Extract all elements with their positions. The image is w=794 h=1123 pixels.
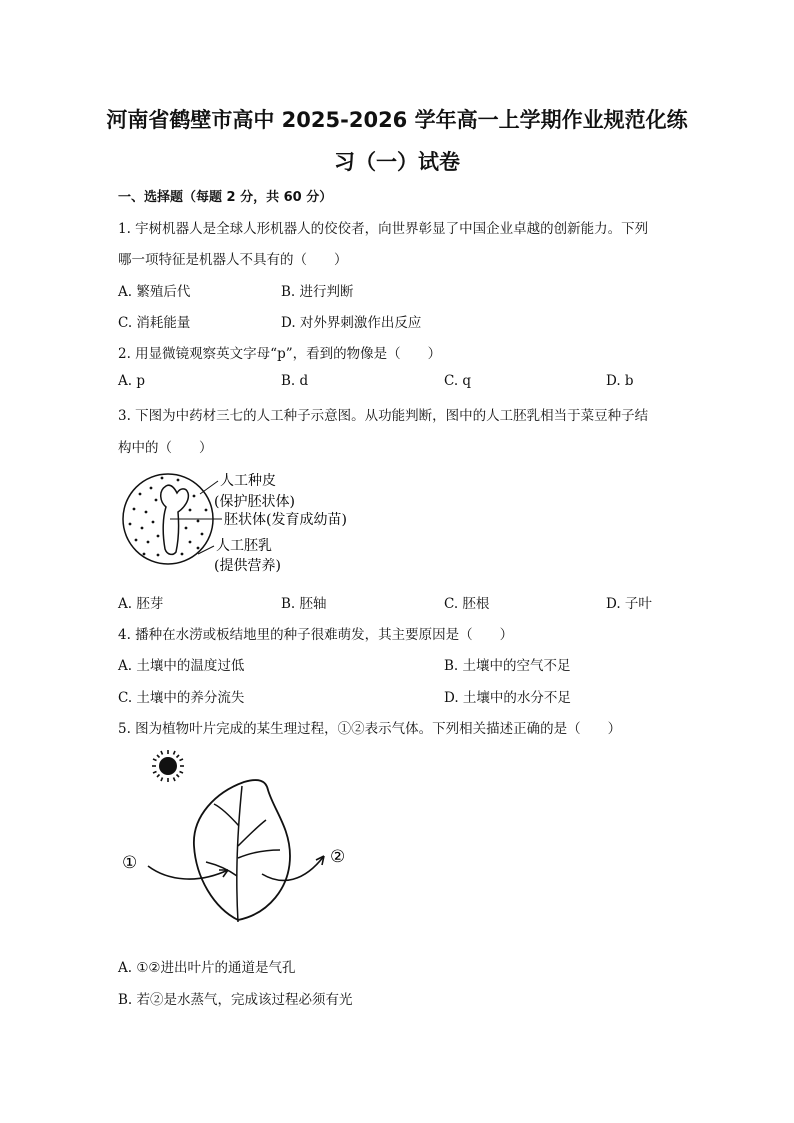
- label-gas-2: ②: [330, 847, 346, 867]
- section-heading: 一、选择题（每题 2 分，共 60 分）: [118, 190, 333, 205]
- question-4-option-d: D. 土壤中的水分不足: [444, 690, 571, 706]
- artificial-seed-diagram: [118, 466, 378, 580]
- question-3-option-a: A. 胚芽: [118, 596, 164, 612]
- sun-icon: [152, 750, 184, 782]
- question-1-option-b: B. 进行判断: [281, 284, 354, 300]
- label-protect-embryoid: (保护胚状体): [214, 494, 295, 510]
- question-5-stem: 5. 图为植物叶片完成的某生理过程，①②表示气体。下列相关描述正确的是（ ）: [118, 721, 622, 737]
- artificial-endosperm-dots: [129, 477, 208, 557]
- label-embryoid: 胚状体(发育成幼苗): [224, 512, 347, 528]
- document-title-line1: 河南省鹤壁市高中 2025-2026 学年高一上学期作业规范化练: [106, 108, 688, 132]
- question-1-stem-line1: 1. 宇树机器人是全球人形机器人的佼佼者，向世界彰显了中国企业卓越的创新能力。下列: [118, 221, 649, 237]
- label-provide-nutrition: (提供营养): [214, 558, 281, 574]
- question-5-option-b: B. 若②是水蒸气，完成该过程必须有光: [118, 992, 353, 1008]
- seed-coat-leader-line: [200, 481, 218, 494]
- label-artificial-seed-coat: 人工种皮: [220, 473, 276, 489]
- question-2-option-c: C. q: [444, 373, 472, 389]
- question-2-option-a: A. p: [118, 373, 145, 389]
- question-3-option-c: C. 胚根: [444, 596, 490, 612]
- question-2-option-d: D. b: [606, 373, 634, 389]
- label-artificial-endosperm: 人工胚乳: [216, 538, 272, 554]
- question-3-option-d: D. 子叶: [606, 596, 652, 612]
- question-1-stem-line2: 哪一项特征是机器人不具有的（ ）: [118, 252, 348, 268]
- question-5-option-a: A. ①②进出叶片的通道是气孔: [118, 960, 296, 976]
- question-4-option-c: C. 土壤中的养分流失: [118, 690, 245, 706]
- question-3-stem-line2: 构中的（ ）: [118, 440, 213, 456]
- question-1-option-d: D. 对外界刺激作出反应: [281, 315, 422, 331]
- gas-1-arrow: [148, 866, 228, 879]
- label-gas-1: ①: [122, 853, 138, 873]
- question-1-option-c: C. 消耗能量: [118, 315, 191, 331]
- question-4-option-a: A. 土壤中的温度过低: [118, 658, 245, 674]
- question-4-option-b: B. 土壤中的空气不足: [444, 658, 571, 674]
- leaf-process-diagram: [118, 746, 368, 932]
- document-title-line2: 习（一）试卷: [334, 150, 460, 174]
- question-3-stem-line1: 3. 下图为中药材三七的人工种子示意图。从功能判断，图中的人工胚乳相当于菜豆种子结: [118, 408, 649, 424]
- gas-2-arrow: [262, 856, 324, 880]
- question-3-option-b: B. 胚轴: [281, 596, 327, 612]
- question-2-stem: 2. 用显微镜观察英文字母“p”，看到的物像是（ ）: [118, 346, 442, 362]
- embryoid-shape: [161, 485, 189, 554]
- question-4-stem: 4. 播种在水涝或板结地里的种子很难萌发，其主要原因是（ ）: [118, 627, 514, 643]
- question-1-option-a: A. 繁殖后代: [118, 284, 191, 300]
- leaf-veins: [206, 786, 280, 922]
- question-2-option-b: B. d: [281, 373, 309, 389]
